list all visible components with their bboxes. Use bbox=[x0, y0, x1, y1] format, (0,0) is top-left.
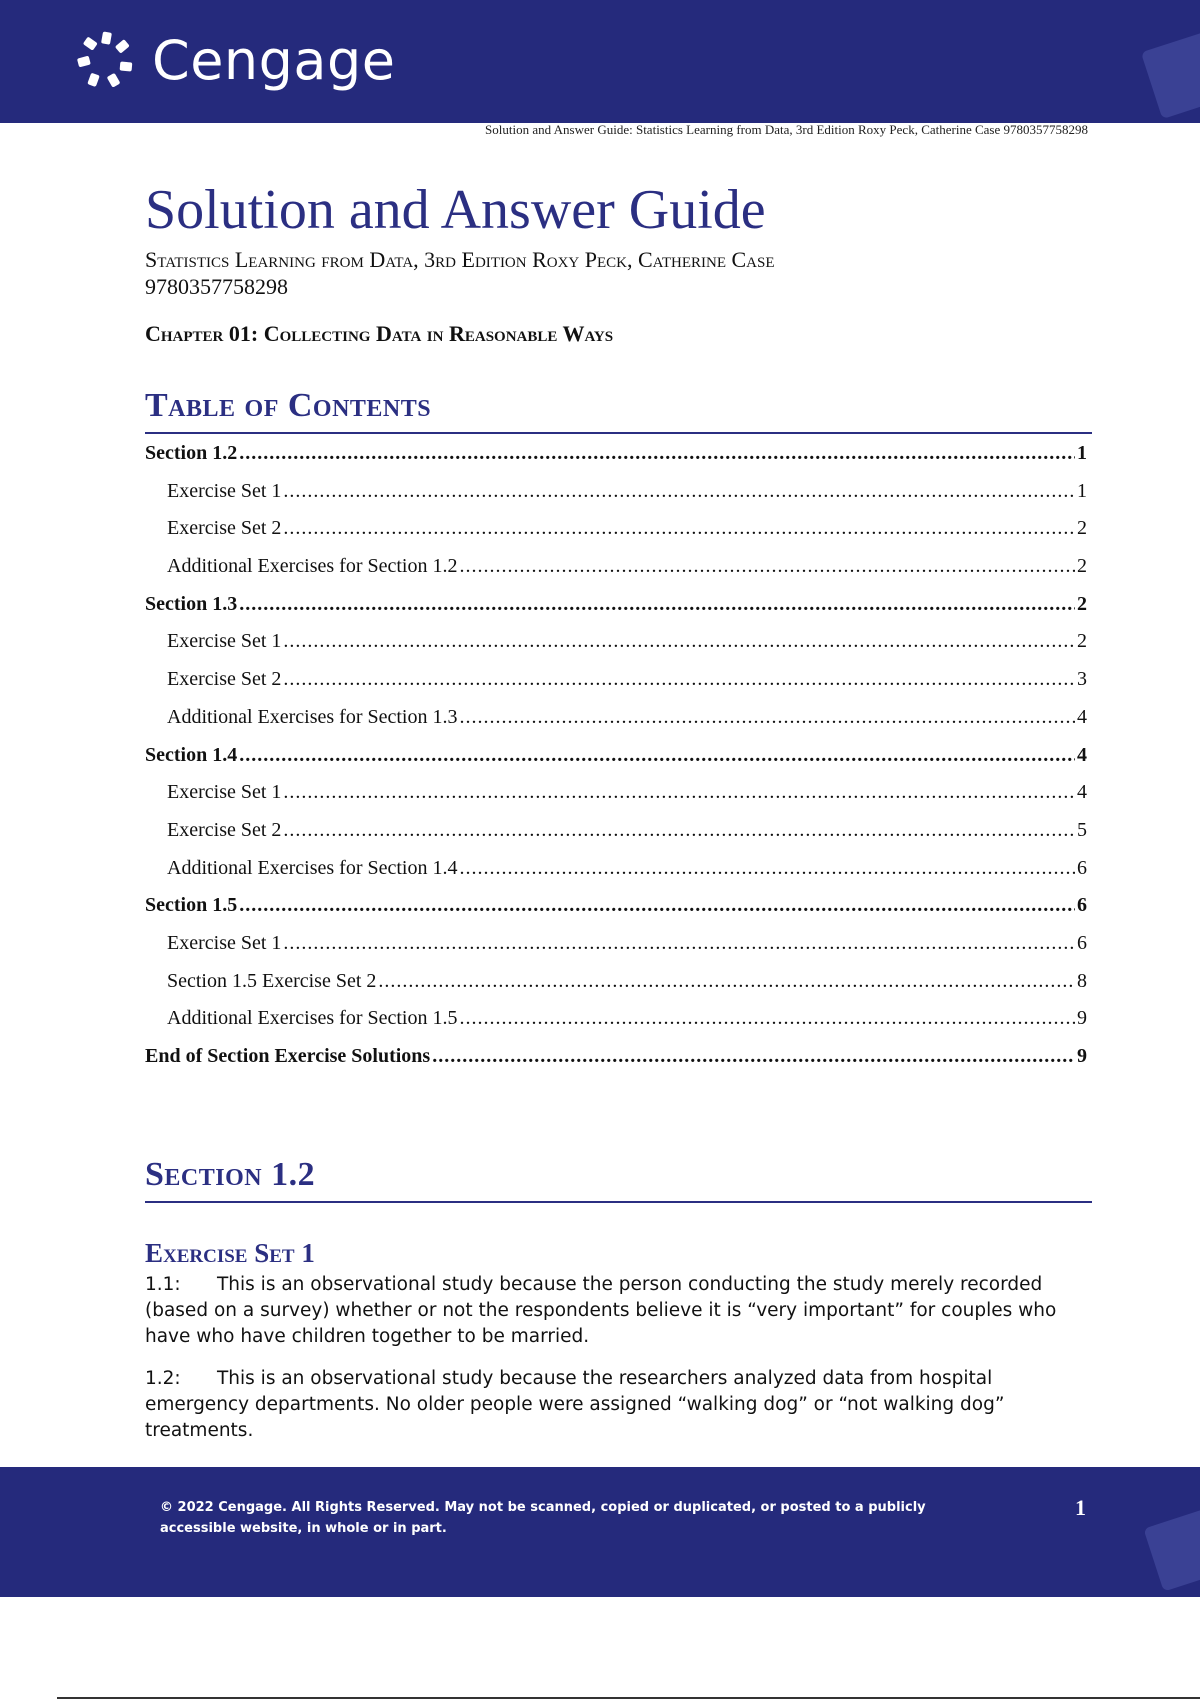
toc-entry[interactable]: Exercise Set 1 ..... 1 bbox=[145, 480, 1087, 518]
exercise-set-heading: Exercise Set 1 bbox=[145, 1238, 315, 1268]
toc-entry[interactable]: End of Section Exercise Solutions ..... 9 bbox=[145, 1045, 1087, 1083]
toc-entry[interactable]: Exercise Set 1 ..... 4 bbox=[145, 781, 1087, 819]
answer-text: This is an observational study because the researchers analyzed data from hospital emergency departments. No older people were assigned “walking dog” or “not walking dog” treatments. bbox=[145, 1368, 1005, 1441]
brand-name: Cengage bbox=[152, 29, 396, 92]
page-title: Solution and Answer Guide bbox=[145, 179, 766, 241]
toc-entry[interactable]: Exercise Set 2 ..... 2 bbox=[145, 517, 1087, 555]
isbn: 9780357758298 bbox=[145, 274, 288, 299]
answer-text: This is an observational study because the person conducting the study merely recorded (based on a survey) whether or not the respondents believe it is “very important” for couples who have who have children together to be married. bbox=[145, 1274, 1057, 1347]
toc-entry[interactable]: Section 1.2 ..... 1 bbox=[145, 442, 1087, 480]
answer-number: 1.1: bbox=[145, 1274, 181, 1295]
brand-logo bbox=[74, 28, 396, 94]
book-subtitle: Statistics Learning from Data, 3rd Edition Roxy Peck, Catherine Case bbox=[145, 247, 775, 272]
cengage-dots-icon bbox=[74, 28, 140, 94]
running-head: Solution and Answer Guide: Statistics Learning from Data, 3rd Edition Roxy Peck, Catherine Case 9780357758298 bbox=[485, 122, 1088, 137]
section-rule bbox=[145, 1201, 1092, 1203]
toc-entry[interactable]: Additional Exercises for Section 1.3 ..... 4 bbox=[145, 706, 1087, 744]
section-heading: Section 1.2 bbox=[145, 1156, 316, 1193]
answer-paragraph bbox=[145, 1272, 1085, 1350]
toc-entry[interactable]: Additional Exercises for Section 1.5 ..... 9 bbox=[145, 1007, 1087, 1045]
answer-number: 1.2: bbox=[145, 1368, 181, 1389]
toc-entry[interactable]: Section 1.3 ..... 2 bbox=[145, 593, 1087, 631]
toc-heading: Table of Contents bbox=[145, 387, 432, 424]
footer-banner bbox=[0, 1467, 1200, 1597]
answer-paragraph bbox=[145, 1366, 1085, 1444]
toc-entry[interactable]: Section 1.5 ..... 6 bbox=[145, 894, 1087, 932]
toc-entry[interactable]: Exercise Set 2 ..... 5 bbox=[145, 819, 1087, 857]
table-of-contents bbox=[145, 442, 1087, 1083]
corner-decoration bbox=[1141, 31, 1200, 119]
toc-entry[interactable]: Exercise Set 1 ..... 6 bbox=[145, 932, 1087, 970]
copyright-notice: © 2022 Cengage. All Rights Reserved. May not be scanned, copied or duplicated, or posted to a publicly accessible website, in whole or in part. bbox=[160, 1500, 926, 1536]
toc-entry[interactable]: Exercise Set 2 ..... 3 bbox=[145, 668, 1087, 706]
toc-entry[interactable]: Additional Exercises for Section 1.4 ..... 6 bbox=[145, 857, 1087, 895]
page-number: 1 bbox=[1075, 1495, 1086, 1520]
page-bottom-rule bbox=[57, 1697, 1200, 1699]
toc-entry[interactable]: Exercise Set 1 ..... 2 bbox=[145, 630, 1087, 668]
toc-entry[interactable]: Section 1.5 Exercise Set 2 ..... 8 bbox=[145, 970, 1087, 1008]
toc-rule bbox=[145, 432, 1092, 434]
corner-decoration bbox=[1143, 1508, 1200, 1591]
header-banner bbox=[0, 0, 1200, 123]
toc-entry[interactable]: Section 1.4 ..... 4 bbox=[145, 744, 1087, 782]
toc-entry[interactable]: Additional Exercises for Section 1.2 ..... 2 bbox=[145, 555, 1087, 593]
chapter-title: Chapter 01: Collecting Data in Reasonable Ways bbox=[145, 321, 614, 346]
